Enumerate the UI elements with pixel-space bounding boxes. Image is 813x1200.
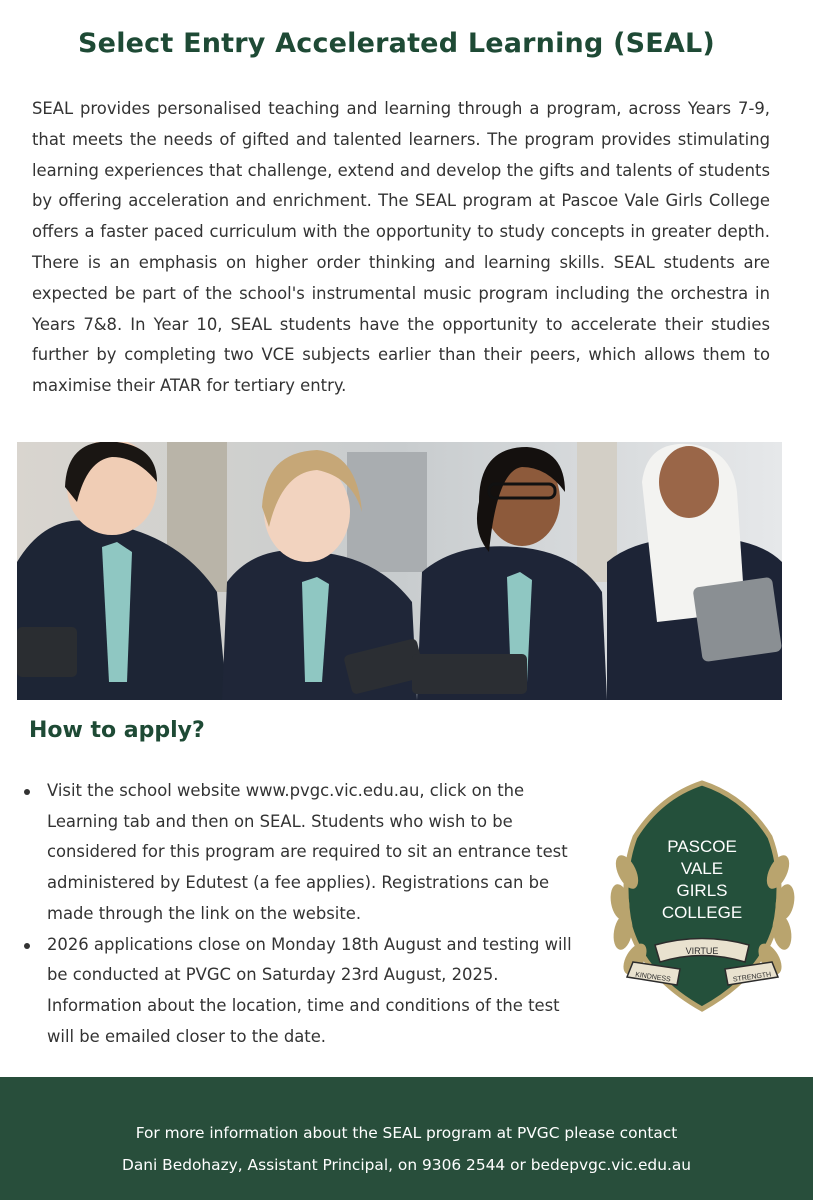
list-item-text: 2026 applications close on Monday 18th August and testing will be conducted at PVGC on Saturday 23rd August, 2025. Information about the location, time and conditions of the test will be emailed closer to the date. [47, 934, 572, 1046]
intro-paragraph: SEAL provides personalised teaching and learning through a program, across Years 7-9, that meets the needs of gifted and talented learners. The program provides stimulating learning experiences that challenge, extend and develop the gifts and talents of students by offering acceleration and enrichment. The SEAL program at Pascoe Vale Girls College offers a faster paced curriculum with the opportunity to study concepts in greater depth. There is an emphasis on higher order thinking and learning skills. SEAL students are expected be part of the school's instrumental music program including the orchestra in Years 7&8. In Year 10, SEAL students have the opportunity to accelerate their studies further by completing two VCE subjects earlier than their peers, which allows them to maximise their ATAR for tertiary entry. [32, 99, 770, 396]
bullet-icon [24, 943, 30, 949]
list-item-text: Visit the school website www.pvgc.vic.edu.au, click on the Learning tab and then on SEAL. Students who wish to be considered for this program are required to sit an entrance test administered by Edutest (a fee applies). Registrations can be made through the link on the website. [47, 781, 568, 923]
how-to-apply-heading: How to apply? [29, 718, 205, 743]
list-item [22, 776, 582, 930]
motto-left: KINDNESS [634, 971, 672, 984]
crest-line-3: GIRLS [676, 881, 728, 900]
students-photo [17, 442, 782, 700]
school-crest-logo [605, 777, 800, 1017]
crest-line-2: VALE [680, 859, 724, 878]
crest-line-1: PASCOE [667, 837, 737, 856]
crest-line-4: COLLEGE [661, 903, 743, 922]
bullet-icon [24, 789, 30, 795]
contact-footer [0, 1077, 813, 1200]
list-item [22, 930, 582, 1053]
motto-top: VIRTUE [685, 946, 719, 956]
motto-right: STRENGTH [732, 971, 772, 984]
footer-line-2: Dani Bedohazy, Assistant Principal, on 9306 2544 or bedepvgc.vic.edu.au [121, 1156, 692, 1174]
footer-line-1: For more information about the SEAL program at PVGC please contact [135, 1124, 678, 1142]
page-title: Select Entry Accelerated Learning (SEAL) [78, 28, 715, 59]
apply-list [22, 776, 582, 1052]
